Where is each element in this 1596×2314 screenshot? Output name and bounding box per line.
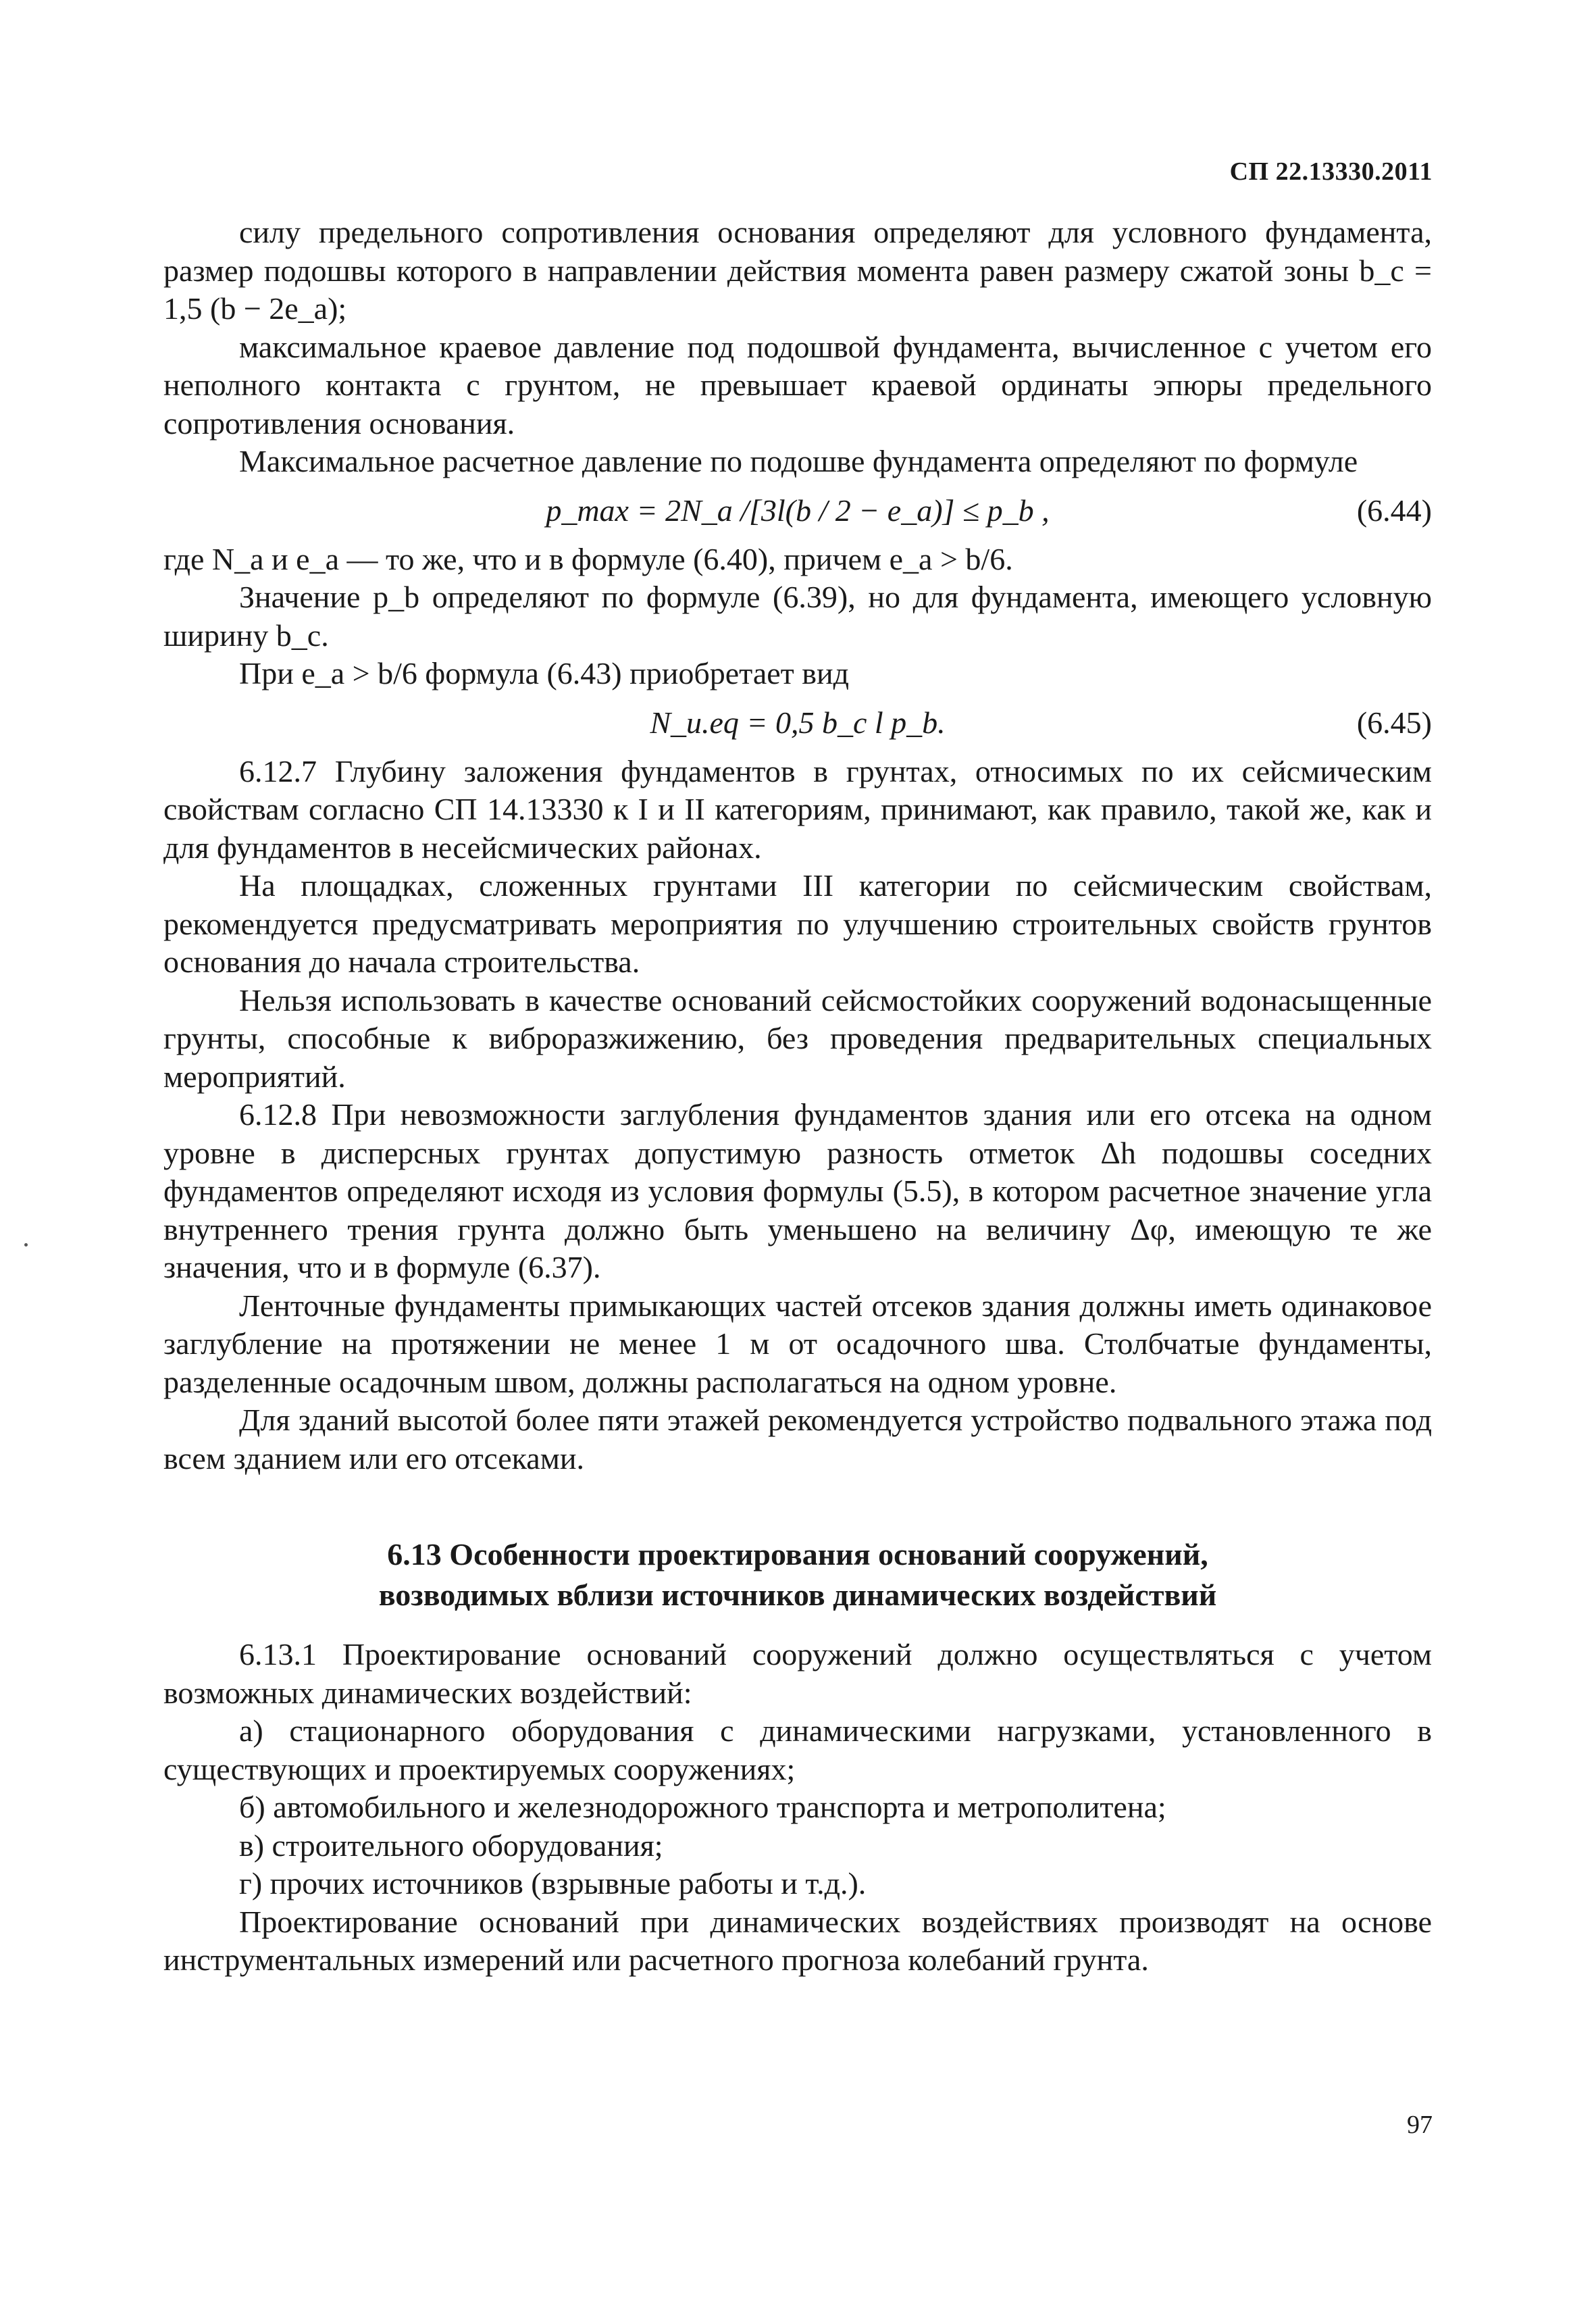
formula-6-45 (163, 693, 1432, 753)
page-number: 97 (1407, 2111, 1433, 2139)
formula-expression: p_max = 2N_a /[3l(b / 2 − e_a)] ≤ p_b , (546, 493, 1050, 528)
paragraph: При e_a > b/6 формула (6.43) приобретает вид (239, 656, 849, 690)
paragraph: На площадках, сложенных грунтами III категории по сейсмическим свойствам, рекомендуется предусматривать мероприятия по улучшению строительных свойств грунтов основания до начала строительства. (163, 868, 1432, 979)
section-heading-line: возводимых вблизи источников динамических воздействий (378, 1578, 1217, 1612)
paragraph: Максимальное расчетное давление по подошве фундамента определяют по формуле (239, 444, 1358, 478)
scan-speck (24, 1243, 28, 1247)
list-item: в) строительного оборудования; (239, 1828, 663, 1863)
paragraph: силу предельного сопротивления основания определяют для условного фундамента, размер подошвы которого в направлении действия момента равен размеру сжатой зоны b_c = 1,5 (b − 2e_a); (163, 215, 1432, 326)
formula-6-44 (163, 481, 1432, 540)
list-item: а) стационарного оборудования с динамическими нагрузками, установленного в существующих и проектируемых сооружениях; (163, 1713, 1432, 1786)
paragraph: Ленточные фундаменты примыкающих частей отсеков здания должны иметь одинаковое заглубление на протяжении не менее 1 м от осадочного шва. Столбчатые фундаменты, разделенные осадочным швом, должны располагаться на одном уровне. (163, 1288, 1432, 1399)
paragraph: Проектирование оснований при динамических воздействиях производят на основе инструментальных измерений или расчетного прогноза колебаний грунта. (163, 1904, 1432, 1977)
formula-number: (6.45) (1356, 705, 1432, 740)
paragraph: 6.12.7 Глубину заложения фундаментов в грунтах, относимых по их сейсмическим свойствам согласно СП 14.13330 к I и II категориям, принимают, как правило, такой же, как и для фундаментов в несейсмических районах. (163, 753, 1432, 865)
body-text (163, 213, 1432, 1980)
paragraph: 6.12.8 При невозможности заглубления фундаментов здания или его отсека на одном уровне в дисперсных грунтах допустимую разность отметок Δh подошвы соседних фундаментов определяют исходя из условия формулы (5.5), в котором расчетное значение угла внутреннего трения грунта должно быть уменьшено на величину Δφ, имеющую те же значения, что и в формуле (6.37). (163, 1097, 1432, 1284)
paragraph: где N_a и e_a — то же, что и в формуле (6.40), причем e_a > b/6. (163, 541, 1013, 576)
list-item: г) прочих источников (взрывные работы и т.д.). (239, 1866, 867, 1901)
paragraph: максимальное краевое давление под подошвой фундамента, вычисленное с учетом его неполного контакта с грунтом, не превышает краевой ординаты эпюры предельного сопротивления основания. (163, 329, 1432, 441)
paragraph: Значение p_b определяют по формуле (6.39), но для фундамента, имеющего условную ширину b_c. (163, 580, 1432, 653)
document-code-header: СП 22.13330.2011 (1229, 157, 1433, 186)
list-item: б) автомобильного и железнодорожного транспорта и метрополитена; (239, 1790, 1166, 1824)
paragraph: 6.13.1 Проектирование оснований сооружений должно осуществляться с учетом возможных динамических воздействий: (163, 1637, 1432, 1710)
formula-number: (6.44) (1356, 493, 1432, 528)
paragraph: Для зданий высотой более пяти этажей рекомендуется устройство подвального этажа под всем зданием или его отсеками. (163, 1403, 1432, 1476)
paragraph: Нельзя использовать в качестве оснований сейсмостойких сооружений водонасыщенные грунты, способные к виброразжижению, без проведения предварительных специальных мероприятий. (163, 982, 1432, 1094)
section-heading (163, 1534, 1432, 1615)
section-heading-line: 6.13 Особенности проектирования оснований сооружений, (387, 1537, 1208, 1571)
formula-expression: N_u.eq = 0,5 b_c l p_b. (650, 705, 946, 740)
